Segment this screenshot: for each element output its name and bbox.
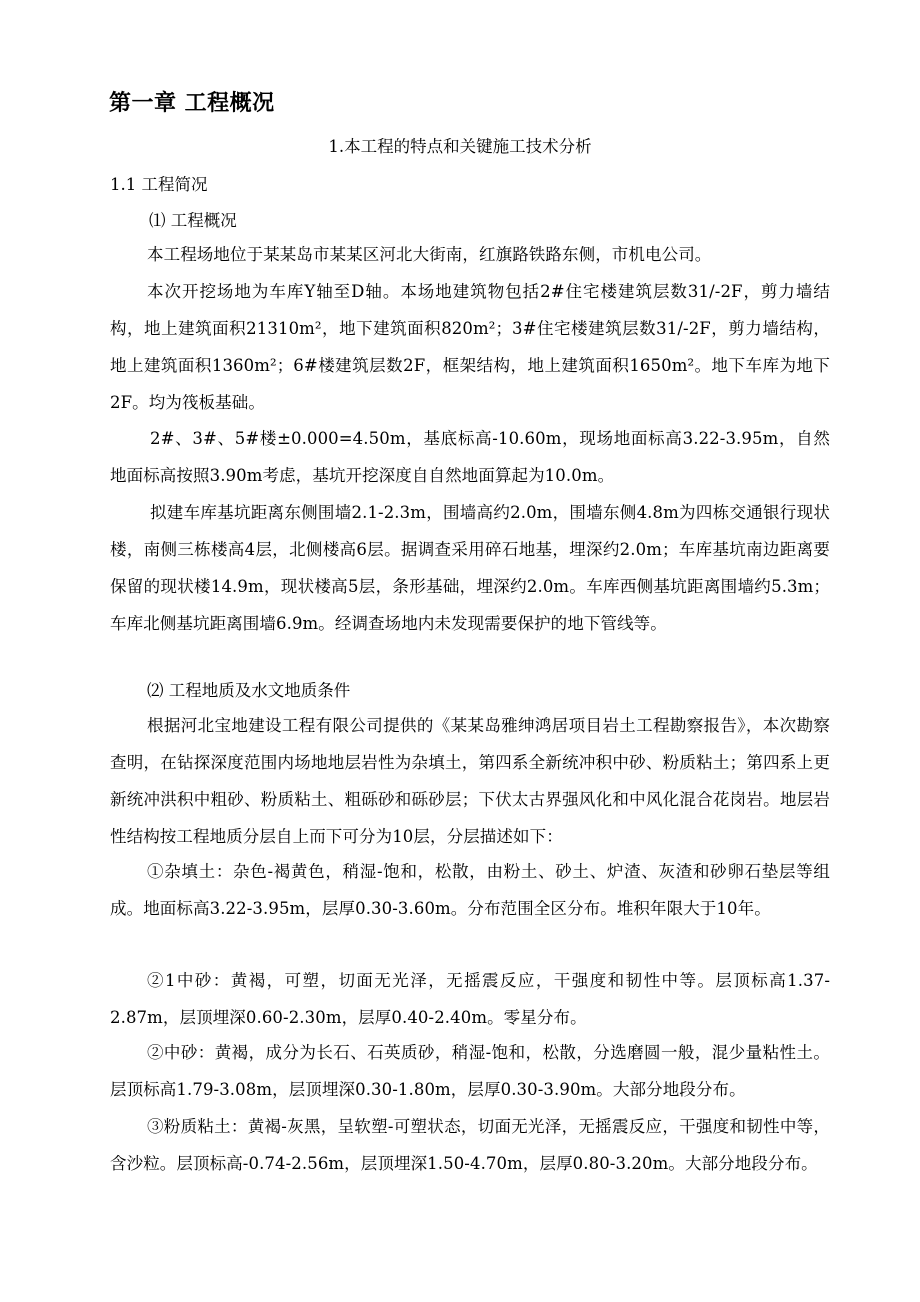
item-1-heading: ⑴ 工程概况 (149, 211, 237, 230)
section-heading: 1.本工程的特点和关键施工技术分析 (328, 137, 592, 156)
paragraph-surroundings: 拟建车库基坑距离东侧围墙2.1-2.3m，围墙高约2.0m，围墙东侧4.8m为四栋交通银行现状楼，南侧三栋楼高4层，北侧楼高6层。据调查采用碎石地基，埋深约2.0m；车库基坑南边距离要保留的现状楼14.9m，现状楼高5层，条形基础，埋深约2.0m。车库西侧基坑距离围墙约5.3m；车库北侧基坑距离围墙6.9m。经调查场地内未发现需要保护的地下管线等。 (110, 503, 830, 633)
chapter-title: 第一章 工程概况 (109, 91, 275, 116)
paragraph-layer-fill: ①杂填土：杂色-褐黄色，稍湿-饱和，松散，由粉土、砂土、炉渣、灰渣和砂卵石垫层等组成。地面标高3.22-3.95m，层厚0.30-3.60m。分布范围全区分布。堆积年限大于10年。 (110, 862, 830, 918)
paragraph-geology-overview: 根据河北宝地建设工程有限公司提供的《某某岛雅绅鸿居项目岩土工程勘察报告》，本次勘察查明，在钻探深度范围内场地地层岩性为杂填土，第四系全新统冲积中砂、粉质粘土；第四系上更新统冲洪积中粗砂、粉质粘土、粗砾砂和砾砂层；下伏太古界强风化和中风化混合花岗岩。地层岩性结构按工程地质分层自上而下可分为10层，分层描述如下： (110, 716, 830, 846)
paragraph-elevations: 2#、3#、5#楼±0.000=4.50m，基底标高-10.60m，现场地面标高3.22-3.95m，自然地面标高按照3.90m考虑，基坑开挖深度自自然地面算起为10.0m。 (110, 429, 830, 485)
subsection-heading: 1.1 工程简况 (110, 175, 208, 194)
paragraph-excavation-scope: 本次开挖场地为车库Y轴至D轴。本场地建筑物包括2#住宅楼建筑层数31/-2F，剪力墙结构，地上建筑面积21310m²，地下建筑面积820m²；3#住宅楼建筑层数31/-2F，剪力墙结构，地上建筑面积1360m²；6#楼建筑层数2F，框架结构，地上建筑面积1650m²。地下车库为地下2F。均为筏板基础。 (110, 282, 830, 412)
item-2-heading: ⑵ 工程地质及水文地质条件 (147, 681, 351, 700)
paragraph-layer-silty-clay: ③粉质粘土：黄褐-灰黑，呈软塑-可塑状态，切面无光泽，无摇震反应，干强度和韧性中等，含沙粒。层顶标高-0.74-2.56m，层顶埋深1.50-4.70m，层厚0.80-3.20m。大部分地段分布。 (110, 1117, 830, 1173)
paragraph-layer-medium-sand-1: ②1中砂：黄褐，可塑，切面无光泽，无摇震反应，干强度和韧性中等。层顶标高1.37-2.87m，层顶埋深0.60-2.30m，层厚0.40-2.40m。零星分布。 (110, 971, 830, 1027)
paragraph-layer-medium-sand-2: ②中砂：黄褐，成分为长石、石英质砂，稍湿-饱和，松散，分选磨圆一般，混少量粘性土。层顶标高1.79-3.08m，层顶埋深0.30-1.80m，层厚0.30-3.90m。大部分地段分布。 (110, 1043, 830, 1099)
paragraph-site-location: 本工程场地位于某某岛市某某区河北大街南，红旗路铁路东侧，市机电公司。 (147, 245, 712, 264)
